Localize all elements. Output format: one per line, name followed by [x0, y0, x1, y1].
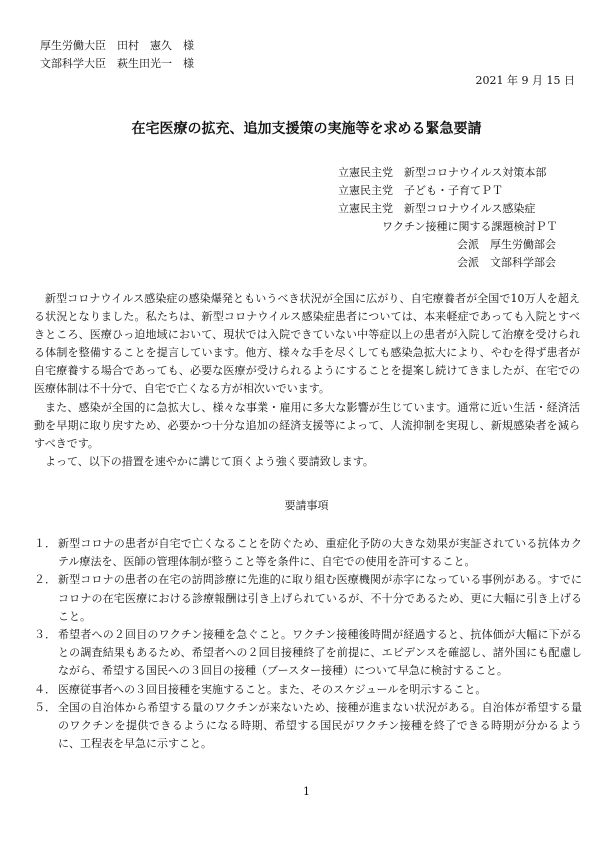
- sender-line: 会派 文部科学部会: [457, 256, 556, 269]
- preamble-paragraph: また、感染が全国的に急拡大し、様々な事業・雇用に多大な影響が生じています。通常に近い生活・経済活動を早期に取り戻すため、必要かつ十分な追加の経済支援等によって、人流抑制を実現し、新規感染者を減らすべきです。: [34, 400, 580, 450]
- document-date: 2021 年 9 月 15 日: [475, 74, 575, 87]
- addressee-health-minister: 厚生労働大臣 田村 憲久 様: [40, 39, 194, 52]
- request-text: 新型コロナの患者が自宅で亡くなることを防ぐため、重症化予防の大きな効果が実証されている抗体カクテル療法を、医師の管理体制が整うこと等を条件に、自宅での使用を許可すること。: [58, 537, 582, 569]
- requests-list: [34, 535, 582, 753]
- sender-line: 立憲民主党 新型コロナウイルス対策本部: [338, 166, 547, 179]
- request-item: [34, 681, 582, 699]
- sender-line: 立憲民主党 子ども・子育てＰＴ: [338, 184, 503, 197]
- request-number: ４．: [34, 682, 56, 696]
- preamble-text: [34, 290, 580, 471]
- request-number: ３．: [34, 628, 56, 642]
- preamble-paragraph: 新型コロナウイルス感染症の感染爆発ともいうべき状況が全国に広がり、自宅療養者が全国で10万人を超える状況となりました。私たちは、新型コロナウイルス感染症患者については、本来軽症であっても入院とすべきところ、医療ひっ迫地域において、現状では入院できていない中等症以上の患者が入院して治療を受けられる体制を整備することを提言しています。他方、様々な手を尽くしても感染急拡大により、やむを得ず患者が自宅療養する場合であっても、必要な医療が受けられるようにすることを提案し続けてきましたが、在宅での医療体制は不十分で、自宅で亡くなる方が相次いでいます。: [34, 292, 580, 396]
- sender-line: ワクチン接種に関する課題検討ＰＴ: [382, 220, 558, 233]
- page-number: 1: [303, 785, 310, 798]
- request-text: 医療従事者への３回目接種を実施すること。また、そのスケジュールを明示すること。: [58, 682, 487, 696]
- request-item: [34, 571, 582, 626]
- addressee-education-minister: 文部科学大臣 萩生田光一 様: [40, 57, 194, 70]
- request-number: ２．: [34, 573, 56, 587]
- request-text: 全国の自治体から希望する量のワクチンが来ないため、接種が進まない状況がある。自治体が希望する量のワクチンを提供できるようになる時期、希望する国民がワクチン接種を終了できる時期が分かるように、工程表を早急に示すこと。: [58, 700, 582, 751]
- request-number: １．: [34, 537, 56, 550]
- request-number: ５．: [34, 700, 56, 714]
- preamble-paragraph: よって、以下の措置を速やかに講じて頂くよう強く要請致します。: [45, 454, 374, 468]
- request-item: [34, 699, 582, 754]
- request-item: [34, 535, 582, 571]
- sender-line: 会派 厚生労働部会: [457, 238, 556, 251]
- requests-heading: 要請事項: [284, 499, 329, 512]
- request-text: 希望者への２回目のワクチン接種を急ぐこと。ワクチン接種後時間が経過すると、抗体価が大幅に下がるとの調査結果もあるため、希望者への２回目接種終了を前提に、エビデンスを確認し、諸外国にも配慮しながら、希望する国民への３回目の接種（ブースター接種）について早急に検討すること。: [58, 628, 582, 678]
- request-item: [34, 626, 582, 681]
- document-title: 在宅医療の拡充、追加支援策の実施等を求める緊急要請: [131, 121, 482, 137]
- sender-line: 立憲民主党 新型コロナウイルス感染症: [338, 202, 536, 215]
- request-text: 新型コロナの患者の在宅の訪問診療に先進的に取り組む医療機関が赤字になっている事例がある。すでにコロナの在宅医療における診療報酬は引き上げられているが、不十分であるため、更に大幅に引き上げること。: [58, 573, 582, 623]
